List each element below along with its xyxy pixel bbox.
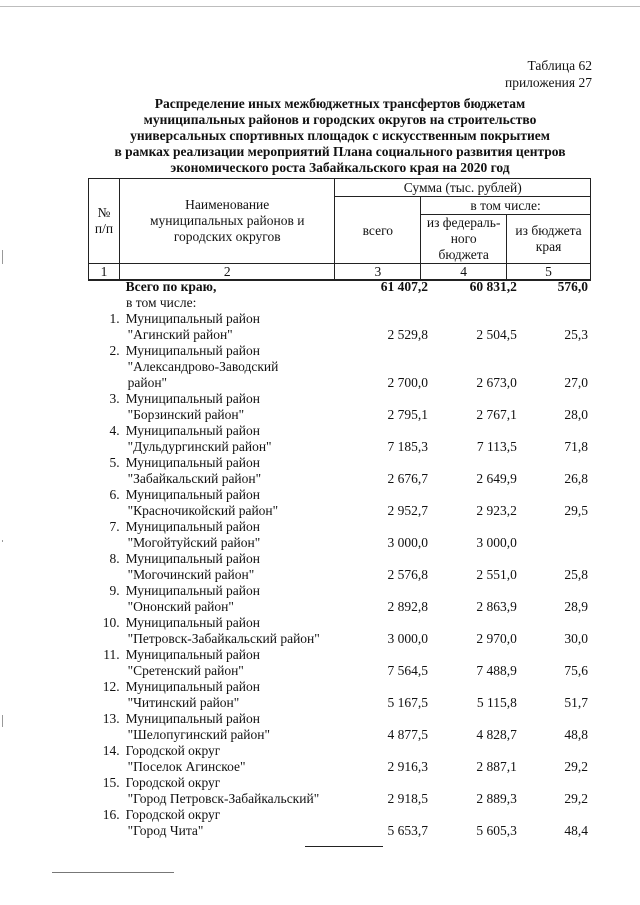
row-number: 16. [102, 807, 120, 822]
row-number: 1. [109, 311, 120, 326]
row-regional [517, 519, 588, 551]
table-reference [505, 57, 592, 91]
district-name-line: "Поселок Агинское" [127, 759, 246, 774]
row-federal: 4 828,7 [476, 727, 517, 742]
district-name-line: Муниципальный район [125, 679, 260, 694]
district-name-line: "Читинский район" [127, 695, 240, 710]
row-number: 6. [109, 487, 120, 502]
row-number: 7. [109, 519, 120, 534]
row-total: 7 564,5 [387, 663, 428, 678]
row-number: 5. [109, 455, 120, 470]
title-line: муниципальных районов и городских округов на строительство [143, 112, 537, 127]
row-federal: 2 551,0 [476, 567, 517, 582]
title-line: универсальных спортивных площадок с искусственным покрытием [130, 128, 550, 143]
row-regional: 25,8 [564, 567, 588, 582]
table-row [88, 711, 588, 743]
total-regional: 576,0 [557, 279, 588, 294]
district-name [124, 391, 351, 423]
row-federal: 2 504,5 [476, 327, 517, 342]
column-number: 5 [507, 264, 591, 281]
title-line: в рамках реализации мероприятий Плана социального развития центров [114, 144, 566, 159]
district-name-line: Муниципальный район [125, 391, 260, 406]
margin-mark [2, 540, 3, 542]
row-total: 2 918,5 [387, 791, 428, 806]
including-label: в том числе: [126, 295, 197, 310]
row-regional: 30,0 [564, 631, 588, 646]
district-name-line: район" [127, 375, 168, 390]
margin-mark [2, 250, 3, 264]
appendix-number: приложения 27 [504, 75, 592, 90]
district-name [124, 807, 351, 839]
district-name-line: "Город Чита" [127, 823, 204, 838]
document-title [70, 96, 610, 176]
row-federal: 5 605,3 [476, 823, 517, 838]
total-row [88, 279, 588, 295]
row-regional: 48,8 [564, 727, 588, 742]
district-name-line: "Забайкальский район" [127, 471, 262, 486]
district-name-line: "Шелопугинский район" [127, 727, 271, 742]
row-number: 12. [102, 679, 120, 694]
row-total: 3 000,0 [387, 631, 428, 646]
column-number: 2 [119, 264, 335, 281]
district-name-line: Муниципальный район [125, 583, 260, 598]
row-federal: 7 488,9 [476, 663, 517, 678]
row-regional: 26,8 [564, 471, 588, 486]
total-sum: 61 407,2 [380, 279, 428, 294]
row-federal: 2 767,1 [476, 407, 517, 422]
row-number: 13. [102, 711, 120, 726]
district-name-line: Муниципальный район [125, 519, 260, 534]
row-federal: 2 863,9 [476, 599, 517, 614]
table-header [88, 178, 591, 281]
row-total: 2 676,7 [387, 471, 428, 486]
total-federal: 60 831,2 [469, 279, 517, 294]
title-line: Распределение иных межбюджетных трансфертов бюджетам [154, 96, 526, 111]
row-regional: 28,9 [564, 599, 588, 614]
table-row [88, 391, 588, 423]
district-name-line: "Могойтуйский район" [127, 535, 261, 550]
row-number: 3. [109, 391, 120, 406]
total-label: Всего по краю, [125, 279, 217, 294]
district-name [124, 615, 351, 647]
district-name-line: "Сретенский район" [127, 663, 244, 678]
district-name [124, 343, 351, 391]
district-name-line: Городской округ [125, 807, 221, 822]
table-row [88, 583, 588, 615]
district-name-line: "Ононский район" [127, 599, 234, 614]
header-total: всего [335, 197, 421, 264]
row-total: 2 529,8 [387, 327, 428, 342]
row-regional: 71,8 [564, 439, 588, 454]
row-total: 2 576,8 [387, 567, 428, 582]
district-name-line: "Город Петровск-Забайкальский" [127, 791, 320, 806]
footer-rule [52, 872, 174, 873]
district-list [88, 311, 588, 839]
row-total: 4 877,5 [387, 727, 428, 742]
district-name [124, 487, 351, 519]
district-name [124, 551, 351, 583]
district-name-line: Муниципальный район [125, 615, 260, 630]
district-name-line: Муниципальный район [125, 343, 260, 358]
table-row [88, 487, 588, 519]
row-federal: 2 649,9 [476, 471, 517, 486]
row-total: 2 795,1 [387, 407, 428, 422]
row-number: 4. [109, 423, 120, 438]
row-regional: 48,4 [564, 823, 588, 838]
district-name [124, 647, 351, 679]
table-row [88, 311, 588, 343]
district-name-line: Муниципальный район [125, 455, 260, 470]
header-regional: из бюджета края [507, 215, 591, 264]
row-number: 14. [102, 743, 120, 758]
district-name [124, 679, 351, 711]
district-name [124, 519, 351, 551]
row-federal: 2 673,0 [476, 375, 517, 390]
table-row [88, 775, 588, 807]
district-name-line: Городской округ [125, 743, 221, 758]
including-row [88, 295, 588, 311]
table-row [88, 551, 588, 583]
row-regional: 29,5 [564, 503, 588, 518]
row-number: 2. [109, 343, 120, 358]
row-total: 5 653,7 [387, 823, 428, 838]
district-name-line: Муниципальный район [125, 711, 260, 726]
row-number: 11. [103, 647, 120, 662]
district-name-line: "Борзинский район" [127, 407, 245, 422]
district-name-line: "Дульдургинский район" [127, 439, 272, 454]
district-name [124, 711, 351, 743]
table-row [88, 647, 588, 679]
header-sum: Сумма (тыс. рублей) [335, 179, 591, 197]
row-number: 15. [102, 775, 120, 790]
row-number: 8. [109, 551, 120, 566]
row-federal: 7 113,5 [476, 439, 517, 454]
row-regional: 75,6 [564, 663, 588, 678]
district-name-line: Муниципальный район [125, 487, 260, 502]
row-federal: 2 889,3 [476, 791, 517, 806]
row-federal: 5 115,8 [476, 695, 517, 710]
district-name [124, 311, 351, 343]
margin-mark [2, 715, 3, 727]
header-number: № п/п [89, 179, 120, 264]
row-total: 5 167,5 [387, 695, 428, 710]
district-name-line: "Красночикойский район" [127, 503, 279, 518]
row-regional: 27,0 [564, 375, 588, 390]
column-number: 3 [335, 264, 421, 281]
title-line: экономического роста Забайкальского края на 2020 год [170, 160, 510, 175]
row-total: 2 916,3 [387, 759, 428, 774]
district-name-line: "Могочинский район" [127, 567, 255, 582]
row-number: 10. [102, 615, 120, 630]
row-number: 9. [109, 583, 120, 598]
header-name: Наименование муниципальных районов и городских округов [119, 179, 335, 264]
table-number: Таблица 62 [527, 58, 592, 73]
row-federal: 2 970,0 [476, 631, 517, 646]
district-name-line: Муниципальный район [125, 311, 260, 326]
row-federal: 3 000,0 [476, 535, 517, 550]
table-row [88, 615, 588, 647]
district-name-line: "Петровск-Забайкальский район" [127, 631, 320, 646]
row-federal: 2 923,2 [476, 503, 517, 518]
header-including: в том числе: [421, 197, 591, 215]
district-name-line: "Агинский район" [127, 327, 233, 342]
end-of-table-rule [305, 846, 383, 847]
table-row [88, 679, 588, 711]
table-row [88, 807, 588, 839]
row-total: 2 952,7 [387, 503, 428, 518]
header-federal: из федераль-ного бюджета [421, 215, 507, 264]
district-name-line: "Александрово-Заводский [127, 359, 279, 374]
row-regional: 51,7 [564, 695, 588, 710]
district-name [124, 743, 351, 775]
district-name-line: Муниципальный район [125, 423, 260, 438]
table-row [88, 743, 588, 775]
row-total: 7 185,3 [387, 439, 428, 454]
table-row [88, 423, 588, 455]
page-top-edge [0, 6, 640, 7]
row-regional: 28,0 [564, 407, 588, 422]
district-name [124, 455, 351, 487]
row-regional: 29,2 [564, 791, 588, 806]
district-name [124, 775, 351, 807]
column-number: 1 [89, 264, 120, 281]
row-regional: 25,3 [564, 327, 588, 342]
table-row [88, 343, 588, 391]
district-name-line: Городской округ [125, 775, 221, 790]
district-name [124, 583, 351, 615]
row-regional: 29,2 [564, 759, 588, 774]
row-total: 2 892,8 [387, 599, 428, 614]
table-row [88, 519, 588, 551]
district-name-line: Муниципальный район [125, 551, 260, 566]
row-federal: 2 887,1 [476, 759, 517, 774]
district-name [124, 423, 351, 455]
district-name-line: Муниципальный район [125, 647, 260, 662]
table-row [88, 455, 588, 487]
table-body [88, 279, 588, 839]
row-total: 2 700,0 [387, 375, 428, 390]
row-total: 3 000,0 [387, 535, 428, 550]
column-number: 4 [421, 264, 507, 281]
